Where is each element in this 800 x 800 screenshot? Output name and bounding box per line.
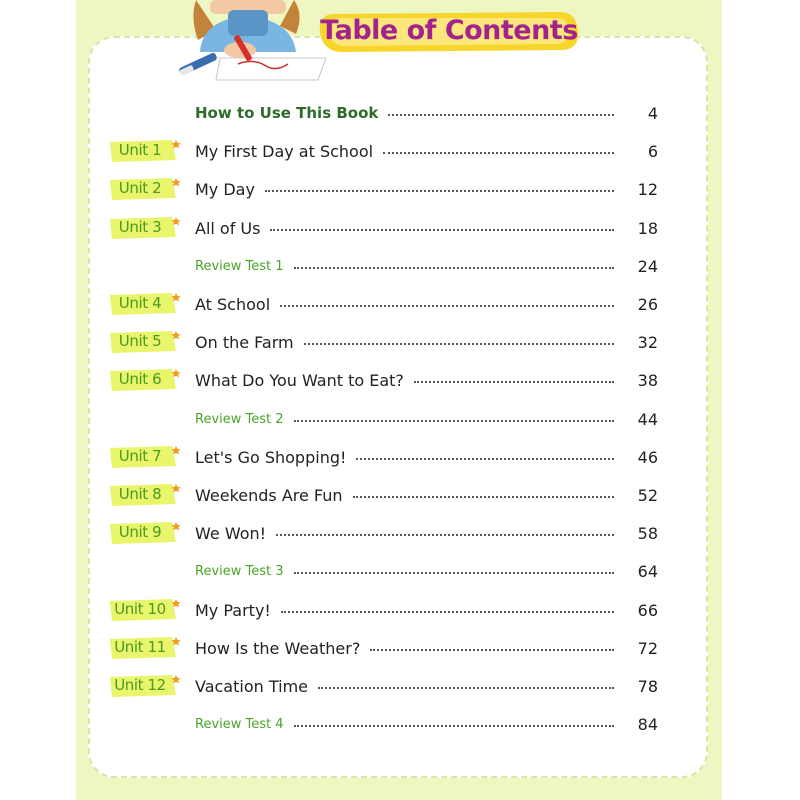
toc-entry xyxy=(195,559,658,583)
page-number: 64 xyxy=(637,561,658,581)
dot-leader xyxy=(294,420,614,422)
girl-drawing-illustration xyxy=(176,0,326,82)
page-number: 46 xyxy=(637,447,658,467)
dot-leader xyxy=(280,305,614,307)
review-test-title: Review Test 3 xyxy=(195,563,284,579)
page-title: Table of Contents xyxy=(320,15,578,46)
dot-leader xyxy=(294,725,614,727)
toc-row xyxy=(110,139,658,163)
unit-tag xyxy=(110,368,176,390)
unit-tag xyxy=(110,216,176,238)
unit-tag xyxy=(110,177,176,199)
unit-tag-label: Unit 11 xyxy=(114,638,166,656)
dot-leader xyxy=(353,496,614,498)
toc-entry xyxy=(195,292,658,316)
entry-title: Vacation Time xyxy=(195,676,308,696)
entry-title: What Do You Want to Eat? xyxy=(195,370,404,390)
toc-entry xyxy=(195,330,658,354)
toc-row xyxy=(110,216,658,240)
page-number: 12 xyxy=(637,179,658,199)
entry-title: How to Use This Book xyxy=(195,104,379,122)
entry-title: Weekends Are Fun xyxy=(195,485,343,505)
entry-title: Let's Go Shopping! xyxy=(195,447,347,467)
unit-tag-label: Unit 2 xyxy=(118,179,162,197)
toc-entry xyxy=(195,521,658,545)
toc-entry xyxy=(195,712,658,736)
dot-leader xyxy=(383,152,614,154)
toc-entry xyxy=(195,177,658,201)
toc-row xyxy=(110,445,658,469)
page-number: 6 xyxy=(647,141,658,161)
page-number: 26 xyxy=(637,294,658,314)
dot-leader xyxy=(276,534,614,536)
dot-leader xyxy=(270,229,614,231)
dot-leader xyxy=(281,611,614,613)
dot-leader xyxy=(304,343,614,345)
unit-tag-label: Unit 3 xyxy=(118,218,162,236)
unit-tag-label: Unit 10 xyxy=(114,600,166,618)
page-number: 52 xyxy=(637,485,658,505)
toc-row xyxy=(110,674,658,698)
page-number: 78 xyxy=(637,676,658,696)
toc-entry xyxy=(195,598,658,622)
toc-row xyxy=(110,292,658,316)
entry-title: How Is the Weather? xyxy=(195,638,361,658)
entry-title: My First Day at School xyxy=(195,141,374,161)
page-number: 44 xyxy=(637,409,658,429)
entry-title: All of Us xyxy=(195,218,261,238)
entry-title: On the Farm xyxy=(195,332,294,352)
review-test-title: Review Test 4 xyxy=(195,716,284,732)
toc-row xyxy=(110,368,658,392)
page-number: 66 xyxy=(637,600,658,620)
unit-tag xyxy=(110,445,176,467)
toc-entry xyxy=(195,636,658,660)
unit-tag-label: Unit 9 xyxy=(118,523,162,541)
page-number: 24 xyxy=(637,256,658,276)
dot-leader xyxy=(356,458,614,460)
toc-row xyxy=(110,101,658,125)
toc-row xyxy=(110,559,658,583)
unit-tag xyxy=(110,521,176,543)
toc-entry xyxy=(195,101,658,125)
toc-entry xyxy=(195,139,658,163)
unit-tag xyxy=(110,598,176,620)
toc-row xyxy=(110,598,658,622)
toc-row xyxy=(110,407,658,431)
page-number: 84 xyxy=(637,714,658,734)
page-number: 18 xyxy=(637,218,658,238)
toc-entry xyxy=(195,407,658,431)
dot-leader xyxy=(318,687,614,689)
dot-leader xyxy=(388,114,614,116)
unit-tag-label: Unit 6 xyxy=(118,370,162,388)
toc-row xyxy=(110,254,658,278)
unit-tag-label: Unit 7 xyxy=(118,447,162,465)
toc-entry xyxy=(195,674,658,698)
unit-tag xyxy=(110,636,176,658)
unit-tag xyxy=(110,292,176,314)
page-number: 32 xyxy=(637,332,658,352)
dot-leader xyxy=(370,649,614,651)
toc-row xyxy=(110,483,658,507)
page-number: 38 xyxy=(637,370,658,390)
unit-tag-label: Unit 5 xyxy=(118,332,162,350)
toc-row xyxy=(110,177,658,201)
toc-row xyxy=(110,330,658,354)
toc-entry xyxy=(195,483,658,507)
toc-entry xyxy=(195,368,658,392)
dot-leader xyxy=(294,572,614,574)
page-number: 72 xyxy=(637,638,658,658)
entry-title: My Day xyxy=(195,179,255,199)
dot-leader xyxy=(294,267,614,269)
unit-tag xyxy=(110,139,176,161)
toc-entry xyxy=(195,254,658,278)
toc-entry xyxy=(195,216,658,240)
unit-tag xyxy=(110,330,176,352)
unit-tag-label: Unit 1 xyxy=(118,141,162,159)
entry-title: We Won! xyxy=(195,523,267,543)
review-test-title: Review Test 2 xyxy=(195,411,284,427)
unit-tag-label: Unit 12 xyxy=(114,676,166,694)
dot-leader xyxy=(414,381,614,383)
toc-row xyxy=(110,521,658,545)
page-number: 58 xyxy=(637,523,658,543)
entry-title: At School xyxy=(195,294,271,314)
unit-tag xyxy=(110,483,176,505)
unit-tag-label: Unit 4 xyxy=(118,294,162,312)
unit-tag-label: Unit 8 xyxy=(118,485,162,503)
dot-leader xyxy=(265,190,614,192)
entry-title: My Party! xyxy=(195,600,271,620)
page-number: 4 xyxy=(647,103,658,123)
unit-tag xyxy=(110,674,176,696)
toc-row xyxy=(110,636,658,660)
review-test-title: Review Test 1 xyxy=(195,258,284,274)
toc-row xyxy=(110,712,658,736)
toc-entry xyxy=(195,445,658,469)
